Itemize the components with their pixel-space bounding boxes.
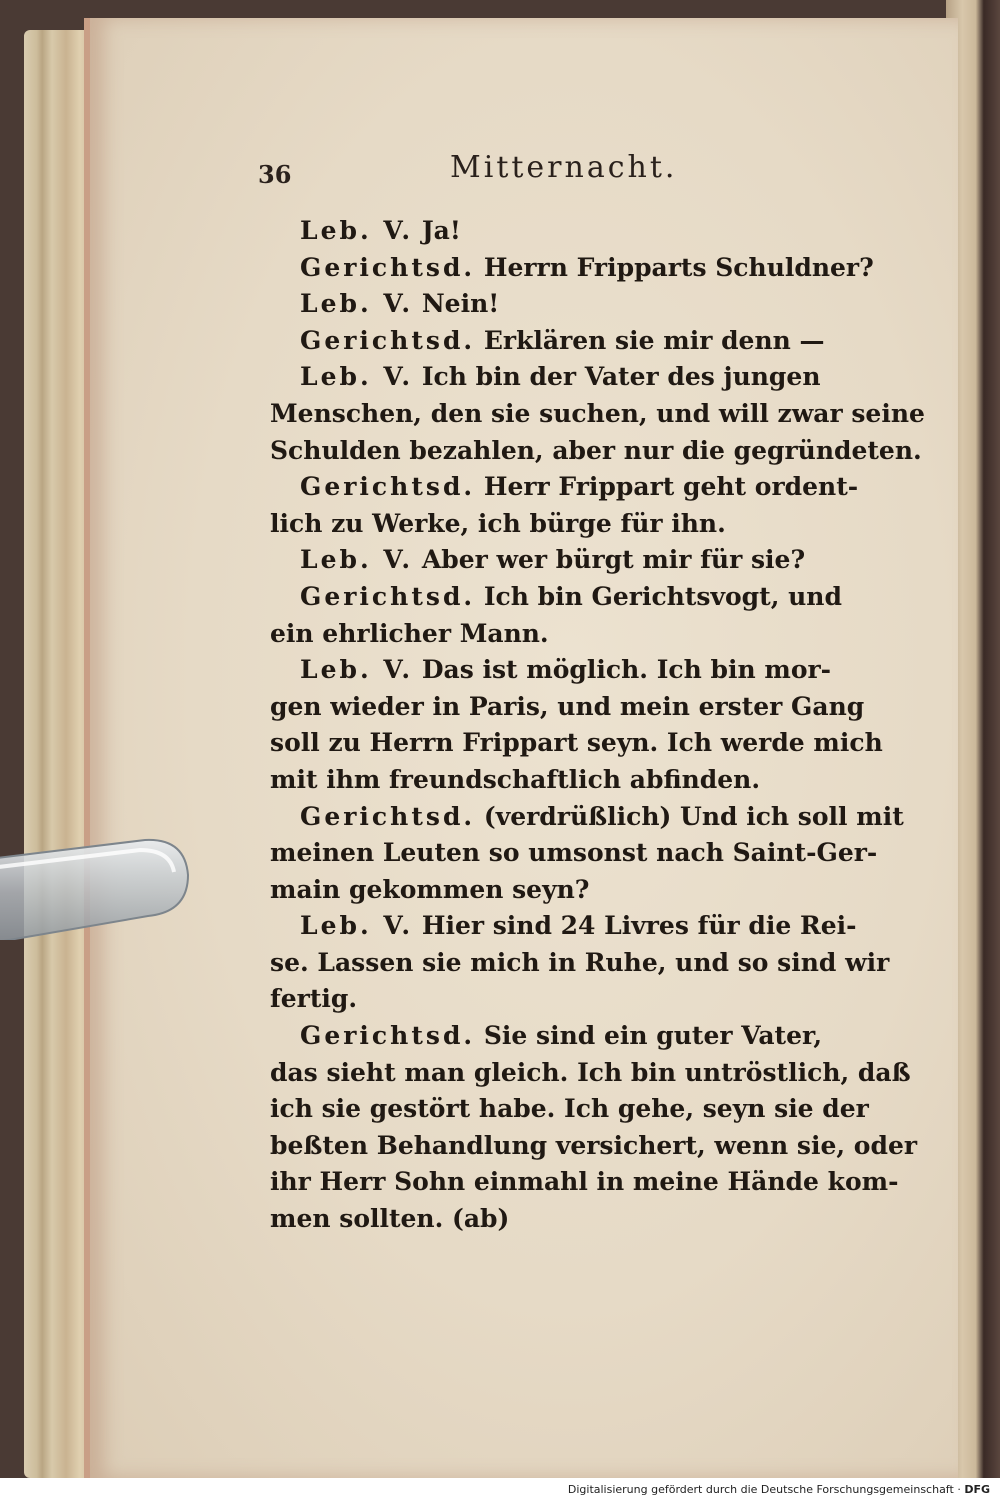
text-line: [270, 542, 880, 579]
text-line: [270, 872, 880, 909]
text-line: [270, 945, 890, 982]
line-text: se. Lassen sie mich in Ruhe, und so sind wir: [270, 947, 890, 977]
speaker-name: Leb. V.: [300, 911, 414, 941]
line-text: das sieht man gleich. Ich bin untröstlich, daß: [270, 1057, 911, 1087]
line-text: Erklären sie mir denn —: [483, 325, 825, 355]
speaker-name: Leb. V.: [300, 289, 414, 319]
text-line: [270, 762, 880, 799]
text-line: [270, 359, 880, 396]
text-line: [270, 286, 880, 323]
speaker-name: Leb. V.: [300, 545, 414, 575]
text-line: [270, 396, 925, 433]
line-text: fertig.: [270, 984, 358, 1014]
text-line: [270, 579, 880, 616]
text-line: [270, 1055, 911, 1092]
speaker-name: Leb. V.: [300, 362, 414, 392]
text-line: [270, 981, 880, 1018]
speaker-name: Leb. V.: [300, 216, 414, 245]
line-text: Ich bin der Vater des jungen: [421, 362, 821, 392]
line-text: soll zu Herrn Frippart seyn. Ich werde mich: [270, 728, 883, 758]
line-text: (verdrüßlich) Und ich soll mit: [483, 801, 904, 831]
line-text: Aber wer bürgt mir für sie?: [421, 545, 806, 575]
text-line: [270, 506, 880, 543]
text-line: [270, 1018, 880, 1055]
text-line: [270, 469, 880, 506]
text-line: [270, 616, 880, 653]
speaker-name: Gerichtsd.: [300, 472, 476, 502]
text-line: [270, 1201, 880, 1238]
line-text: ihr Herr Sohn einmahl in meine Hände kom-: [270, 1167, 899, 1197]
speaker-name: Gerichtsd.: [300, 801, 476, 831]
text-line: [270, 1091, 880, 1128]
text-line: [270, 1164, 899, 1201]
line-text: men sollten. (ab): [270, 1204, 510, 1234]
footer-bar: [0, 1478, 1000, 1503]
line-text: beßten Behandlung versichert, wenn sie, oder: [270, 1130, 918, 1160]
line-text: Herrn Fripparts Schuldner?: [483, 252, 874, 282]
line-text: Herr Frippart geht ordent-: [483, 472, 859, 502]
speaker-name: Gerichtsd.: [300, 325, 476, 355]
line-text: Das ist möglich. Ich bin mor-: [421, 655, 832, 685]
text-line: [270, 799, 904, 836]
dfg-logo: DFG: [964, 1483, 990, 1496]
glass-page-weight: [0, 820, 200, 940]
text-line: [270, 1128, 918, 1165]
running-head-title: Mitternacht.: [450, 150, 678, 185]
footer-credit: Digitalisierung gefördert durch die Deutsche Forschungsgemeinschaft · DFG: [567, 1483, 990, 1496]
speaker-name: Gerichtsd.: [300, 581, 476, 611]
line-text: lich zu Werke, ich bürge für ihn.: [270, 508, 726, 538]
text-line: [270, 652, 880, 689]
text-line: [270, 323, 880, 360]
text-line: [270, 835, 880, 872]
footer-credit-text: Digitalisierung gefördert durch die Deutsche Forschungsgemeinschaft: [567, 1483, 954, 1496]
page-number: 36: [258, 160, 292, 189]
line-text: Sie sind ein guter Vater,: [483, 1021, 823, 1051]
line-text: ein ehrlicher Mann.: [270, 618, 549, 648]
line-text: main gekommen seyn?: [270, 874, 590, 904]
line-text: Menschen, den sie suchen, und will zwar seine: [270, 398, 925, 428]
text-line: [270, 250, 880, 287]
line-text: mit ihm freundschaftlich abfinden.: [270, 764, 761, 794]
dialogue-text: [270, 213, 925, 1238]
text-line: [270, 725, 883, 762]
speaker-name: Gerichtsd.: [300, 1021, 476, 1051]
line-text: Ja!: [421, 216, 461, 245]
line-text: gen wieder in Paris, und mein erster Gang: [270, 691, 865, 721]
text-line: [270, 433, 922, 470]
line-text: meinen Leuten so umsonst nach Saint-Ger-: [270, 838, 878, 868]
text-line: [270, 213, 880, 250]
line-text: Nein!: [421, 289, 500, 319]
line-text: Ich bin Gerichtsvogt, und: [483, 581, 842, 611]
line-text: Hier sind 24 Livres für die Rei-: [421, 911, 857, 941]
text-line: [270, 689, 880, 726]
speaker-name: Gerichtsd.: [300, 252, 476, 282]
line-text: Schulden bezahlen, aber nur die gegründeten.: [270, 435, 922, 465]
text-line: [270, 908, 880, 945]
speaker-name: Leb. V.: [300, 655, 414, 685]
line-text: ich sie gestört habe. Ich gehe, seyn sie der: [270, 1094, 869, 1124]
